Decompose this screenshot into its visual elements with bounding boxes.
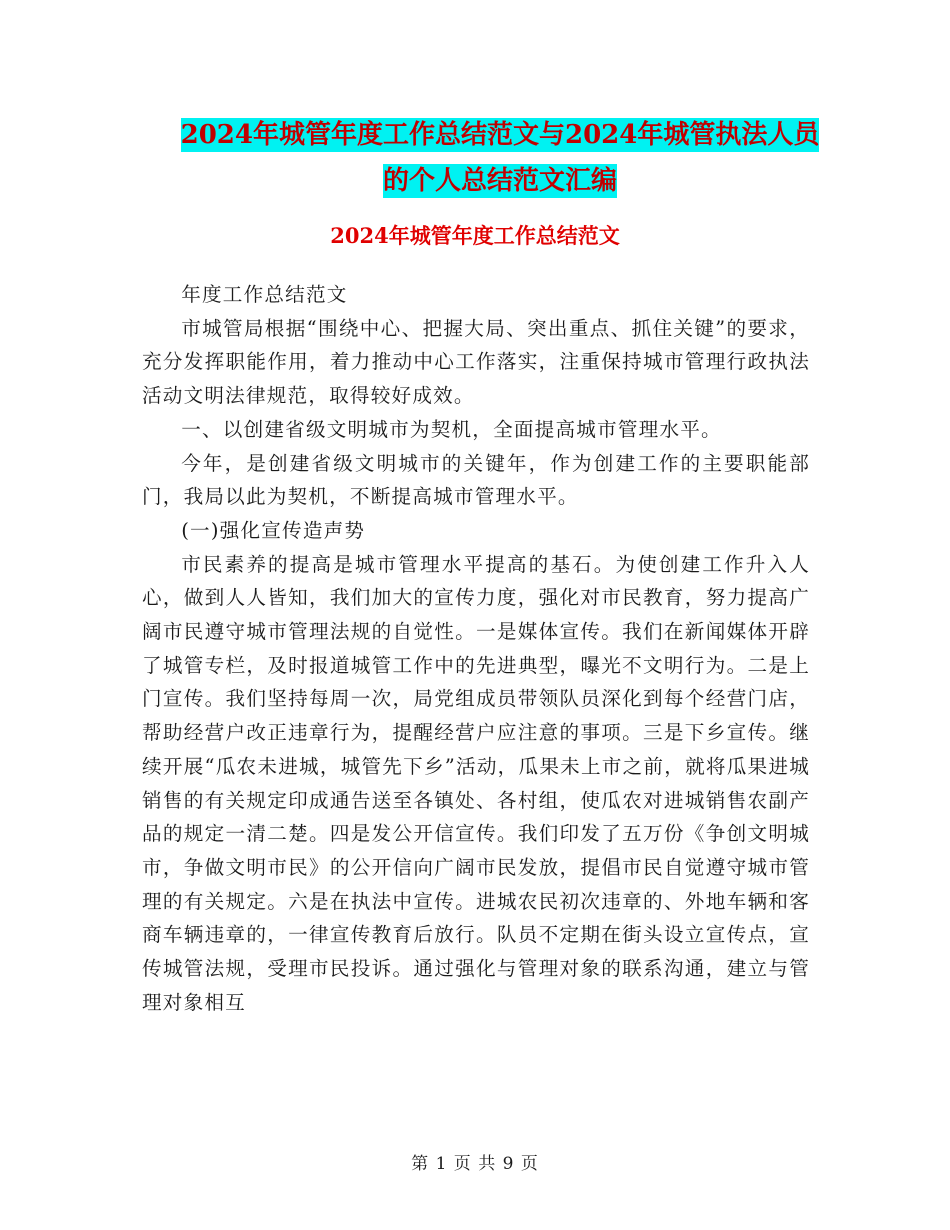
section-title: 2024年城管年度工作总结范文 xyxy=(330,223,620,248)
paragraph: 一、以创建省级文明城市为契机，全面提高城市管理水平。 xyxy=(181,417,722,441)
paragraph: (一)强化宣传造声势 xyxy=(181,518,366,542)
paragraph: 年度工作总结范文 xyxy=(181,283,348,306)
page-footer: 第 1 页 共 9 页 xyxy=(411,1154,539,1174)
document-title xyxy=(130,112,870,204)
document-title-line2: 的个人总结范文汇编 xyxy=(382,166,617,196)
paragraph: 市城管局根据“围绕中心、把握大局、突出重点、抓住关键”的要求，充分发挥职能作用，着力推动中心工作落实，注重保持城市管理行政执法活动文明法律规范，取得较好成效。 xyxy=(142,316,810,408)
document-body xyxy=(142,278,810,1019)
paragraph: 今年，是创建省级文明城市的关键年，作为创建工作的主要职能部门，我局以此为契机，不断提高城市管理水平。 xyxy=(142,451,810,509)
document-title-line1: 2024年城管年度工作总结范文与2024年城管执法人员 xyxy=(180,120,820,150)
paragraph: 市民素养的提高是城市管理水平提高的基石。为使创建工作升入人心，做到人人皆知，我们加大的宣传力度，强化对市民教育，努力提高广阔市民遵守城市管理法规的自觉性。一是媒体宣传。我们在新闻媒体开辟了城管专栏，及时报道城管工作中的先进典型，曝光不文明行为。二是上门宣传。我们坚持每周一次，局党组成员带领队员深化到每个经营门店，帮助经营户改正违章行为，提醒经营户应注意的事项。三是下乡宣传。继续开展“瓜农未进城，城管先下乡”活动，瓜果未上市之前，就将瓜果进城销售的有关规定印成通告送至各镇处、各村组，使瓜农对进城销售农副产品的规定一清二楚。四是发公开信宣传。我们印发了五万份《争创文明城市，争做文明市民》的公开信向广阔市民发放，提倡市民自觉遵守城市管理的有关规定。六是在执法中宣传。进城农民初次违章的、外地车辆和客商车辆违章的，一律宣传教育后放行。队员不定期在街头设立宣传点，宣传城管法规，受理市民投诉。通过强化与管理对象的联系沟通，建立与管理对象相互 xyxy=(142,552,810,1014)
